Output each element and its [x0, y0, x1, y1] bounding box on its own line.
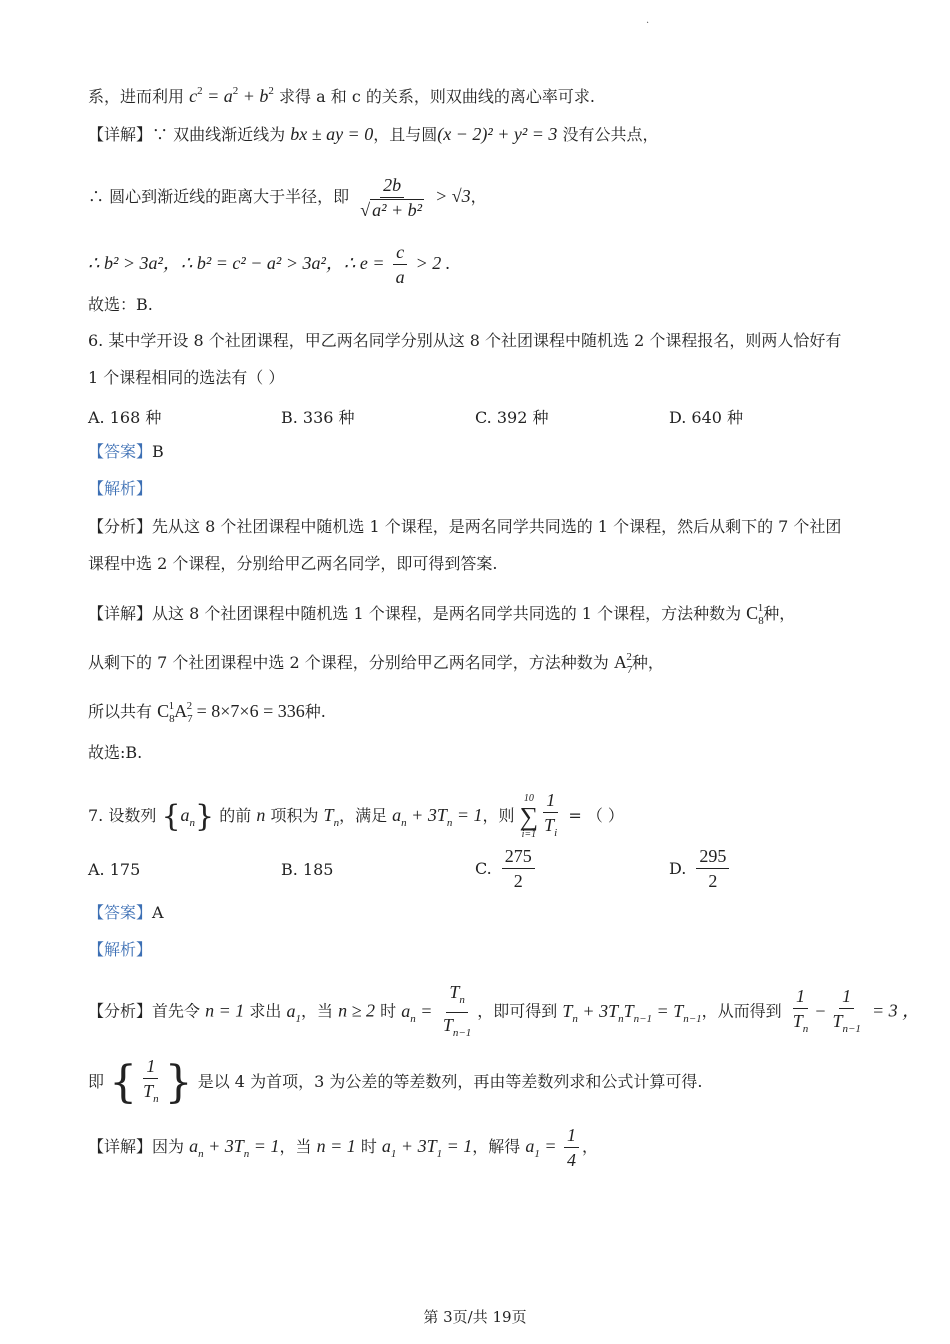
q7-choice-b: B. 185	[281, 860, 334, 879]
detail-tag: 【详解】	[88, 125, 153, 144]
q7-detail-c: 时	[360, 1137, 377, 1156]
l3-a: ∴ 圆心到渐近线的距离大于半径，即	[88, 187, 350, 206]
q7-fenxi-d: 时	[380, 1001, 397, 1021]
q7-fenxi2-a: 即	[88, 1072, 105, 1091]
sqrt-radicand: a² + b²	[372, 200, 423, 220]
q7-e: ，则	[482, 806, 515, 825]
q6-detail-2-text: 从剩下的 7 个社团课程中选 2 个课程，分别给甲乙两名同学，方法种数为	[88, 653, 609, 672]
asymptote-equation: bx ± ay = 0	[290, 124, 374, 144]
text-line-2	[88, 124, 659, 145]
q6-answer-line	[88, 442, 164, 462]
q6-detail-1	[88, 598, 795, 631]
detail-tag: 【详解】	[88, 1137, 153, 1156]
page-footer: 第 3页/共 19页	[423, 1308, 527, 1326]
circle-equation: (x − 2)² + y² = 3	[437, 124, 558, 144]
l1-eq: $c^2 = a^2 + b^2$	[189, 85, 274, 106]
q7-choice-c	[475, 846, 538, 891]
answer-tag: 【答案】	[88, 903, 153, 922]
q6-detail-3	[88, 696, 326, 729]
difference-expr: $\frac{1}{T_n}$ − $\frac{1}{T_{n-1}}$	[792, 986, 861, 1035]
fraction-numerator: 275	[502, 846, 535, 869]
n-ge-2: n ≥ 2	[338, 1000, 375, 1021]
q6-choice-c: C. 392 种	[475, 408, 549, 427]
l3-tail: ，	[470, 187, 487, 206]
q7-fenxi-c: ，当	[300, 1001, 333, 1021]
sequence-an: $\{a_n\}$	[161, 798, 215, 834]
a1: $a_1$	[286, 1000, 301, 1025]
q7-b: 的前	[219, 806, 252, 825]
reciprocal-sequence: { $\frac{1}{T_n}$ }	[109, 1056, 193, 1108]
fraction-denominator: a	[395, 267, 405, 287]
q6-choice-d: D. 640 种	[669, 408, 744, 427]
top-dot: ·	[646, 18, 650, 29]
q6-choice-b: B. 336 种	[281, 408, 355, 427]
fraction-denominator: √ a² + b²	[360, 200, 423, 220]
q7-answer-line	[88, 903, 164, 923]
combination-c81: $C_8^1$	[746, 602, 764, 627]
product-expression: $C_8^1A_7^2 = 8\times 7\times 6 = 336$	[157, 700, 305, 725]
an-eq-ratio: $a_n$ = $\frac{T_n}{T_{n-1}}$	[401, 982, 472, 1039]
eccentricity-fraction	[393, 242, 408, 287]
l2-a: ∵ 双曲线渐近线为	[152, 125, 286, 144]
q6-fenxi-1-text: 先从这 8 个社团课程中随机选 1 个课程，是两名同学共同选的 1 个课程，然后从剩下的 7 个社团	[152, 517, 842, 536]
a1-value: $a_1$ = $\frac{1}{4}$	[525, 1136, 582, 1156]
q6-line-1: 6. 某中学开设 8 个社团课程，甲乙两名同学分别从这 8 个社团课程中随机选 2 个课程报名，则两人恰好有	[88, 331, 842, 350]
q7-detail-line	[88, 1124, 598, 1176]
q7-fenxi2-line	[88, 1056, 702, 1109]
l3-rhs: > √3	[435, 186, 471, 206]
fraction-denominator: 2	[513, 871, 523, 891]
q6-detail-1-tail: 种，	[763, 604, 796, 623]
q7-a: 7. 设数列	[88, 806, 157, 825]
q7-detail-d: ，解得	[472, 1137, 521, 1156]
fenxi-tag: 【分析】	[88, 1001, 153, 1021]
var-n: n	[256, 805, 266, 825]
q7-fenxi-g: = 3 ，	[871, 1000, 921, 1021]
l2-b: ，且与圆	[373, 125, 438, 144]
detail-tag: 【详解】	[88, 604, 153, 623]
q7-fenxi-a: 首先令	[152, 1001, 201, 1021]
fraction-numerator: 295	[696, 846, 729, 869]
l2-c: 没有公共点，	[562, 125, 659, 144]
q6-choice-a: A. 168 种	[88, 408, 162, 427]
permutation-a72: $A_7^2$	[613, 651, 633, 676]
q6-detail-3-tail: 种.	[304, 702, 326, 721]
analysis-tag: 【解析】	[88, 479, 153, 498]
l4-a: ∴ b² > 3a²	[88, 253, 163, 273]
distance-fraction	[357, 175, 427, 220]
q7-fenxi-f: ，从而得到	[701, 1001, 782, 1021]
q6-detail-3-expr: = 8×7×6 = 336	[196, 701, 305, 721]
q7-choice-d-label: D.	[669, 859, 687, 878]
q7-fenxi-b: 求出	[249, 1001, 282, 1021]
var-tn: $T_n$	[323, 805, 340, 829]
q6-detail-3-text: 所以共有	[88, 702, 153, 721]
text-line-3	[88, 172, 487, 221]
fenxi-tag: 【分析】	[88, 517, 153, 536]
l1-post: 求得 a 和 c 的关系，则双曲线的离心率可求.	[279, 87, 595, 106]
q6-select: 故选:B.	[88, 743, 143, 762]
text-line-1	[88, 81, 595, 107]
q7-choice-d	[669, 846, 732, 891]
fraction-numerator: c	[393, 242, 407, 265]
q7-stem	[88, 790, 624, 843]
q6-answer: B	[152, 442, 164, 461]
fraction-numerator: 2b	[380, 175, 404, 198]
l1-pre: 系，进而利用	[88, 87, 185, 106]
q7-detail-e: ，	[582, 1137, 599, 1156]
q7-d: ，满足	[339, 806, 388, 825]
n-eq-1-b: n = 1	[316, 1136, 356, 1156]
q6-fenxi-1	[88, 517, 841, 537]
q7-choice-c-frac	[502, 846, 535, 891]
q6-detail-1-text: 从这 8 个社团课程中随机选 1 个课程，是两名同学共同选的 1 个课程，方法种数为	[152, 604, 742, 623]
q7-fenxi2-b: 是以 4 为首项，3 为公差的等差数列，再由等差数列求和公式计算可得.	[197, 1072, 703, 1091]
q6-detail-2-tail: 种，	[631, 653, 664, 672]
q6-detail-2	[88, 647, 664, 680]
q7-fenxi-e: ，即可得到	[477, 1001, 558, 1021]
select-b-1: 故选：B.	[88, 295, 153, 314]
n-eq-1: n = 1	[205, 1000, 245, 1021]
q7-answer: A	[152, 903, 164, 922]
recurrence: $T_n + 3T_nT_{n-1} = T_{n-1}$	[562, 1000, 702, 1025]
answer-tag: 【答案】	[88, 442, 153, 461]
relation-an-tn: $a_n + 3T_n = 1$	[392, 805, 483, 829]
l4-b: ，∴ b² = c² − a² > 3a²	[162, 253, 326, 273]
q7-detail-a: 因为	[152, 1137, 185, 1156]
q7-choice-c-label: C.	[475, 859, 492, 878]
q7-f: = （ ）	[568, 806, 624, 825]
q7-choice-a: A. 175	[88, 860, 141, 879]
fraction-denominator: 2	[708, 871, 718, 891]
q7-c: 项积为	[270, 806, 319, 825]
q7-detail-b: ，当	[279, 1137, 312, 1156]
relation-an-tn-2: $a_n + 3T_n = 1$	[189, 1136, 280, 1160]
l4-d: > 2 .	[415, 253, 451, 273]
analysis-tag-2: 【解析】	[88, 940, 153, 959]
l4-c: ，∴ e =	[325, 253, 385, 273]
q7-choice-d-frac	[696, 846, 729, 891]
q6-line-2: 1 个课程相同的选法有（ ）	[88, 368, 285, 387]
q7-fenxi-line	[88, 982, 920, 1043]
q6-fenxi-2: 课程中选 2 个课程，分别给甲乙两名同学，即可得到答案.	[88, 554, 498, 573]
summation-expr: 10 ∑ i=1 $\frac{1}{T_i}$	[519, 790, 558, 840]
a1-relation: $a_1 + 3T_1 = 1$	[381, 1136, 473, 1160]
text-line-4	[88, 240, 450, 287]
